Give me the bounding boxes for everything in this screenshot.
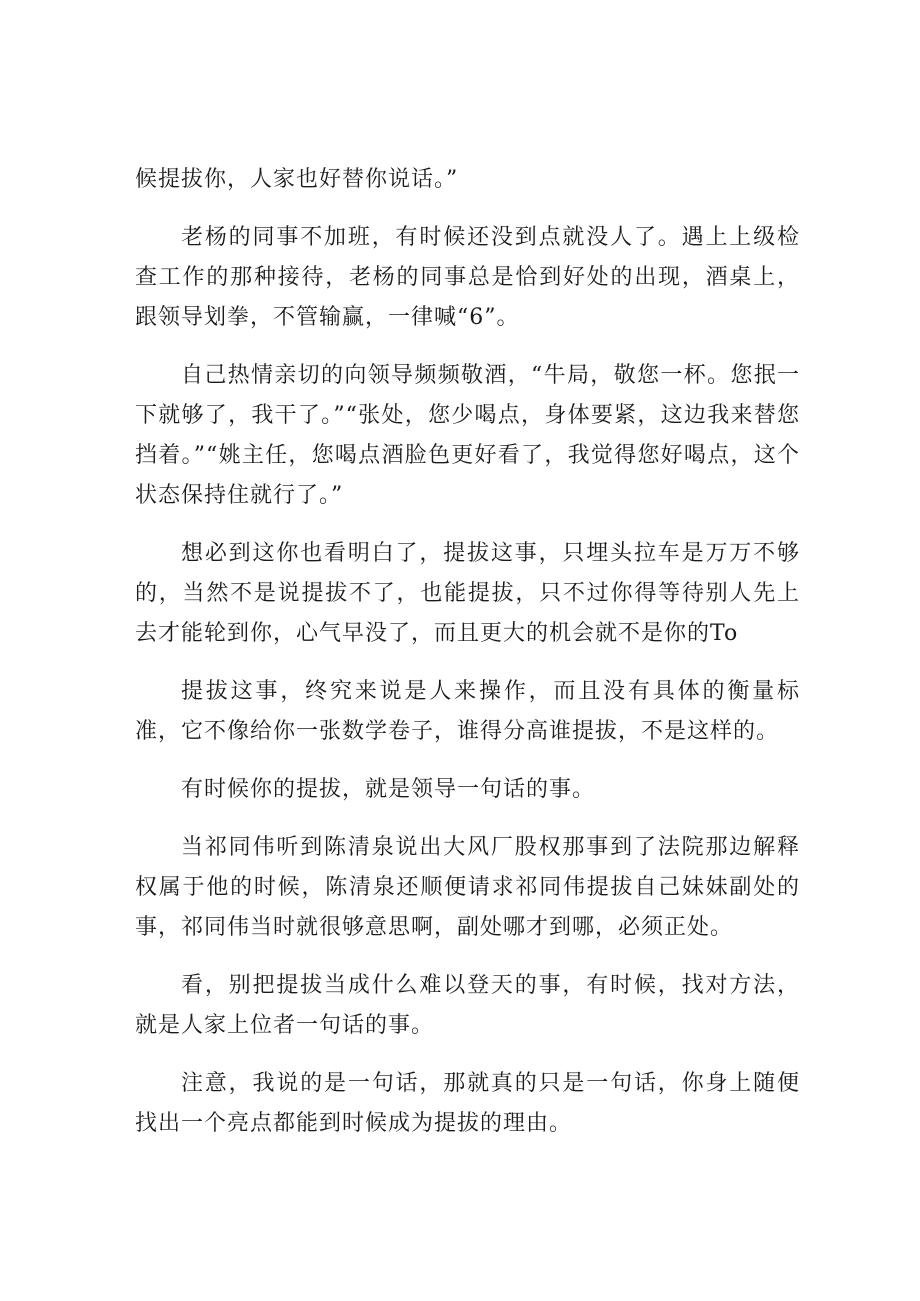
paragraph-1: 候提拔你，人家也好替你说话。” bbox=[135, 167, 459, 192]
paragraph-8: 看，别把提拔当成什么难以登天的事，有时候，找对方法，就是人家上位者一句话的事。 bbox=[135, 973, 800, 1038]
paragraph-6: 有时候你的提拔，就是领导一句话的事。 bbox=[181, 777, 596, 802]
paragraph-9: 注意，我说的是一句话，那就真的只是一句话，你身上随便找出一个亮点都能到时候成为提拔的理由。 bbox=[135, 1071, 800, 1136]
paragraph-7: 当祁同伟听到陈清泉说出大风厂股权那事到了法院那边解释权属于他的时候，陈清泉还顺便请求祁同伟提拔自己妹妹副处的事，祁同伟当时就很够意思啊，副处哪才到哪，必须正处。 bbox=[135, 835, 800, 940]
paragraph-2: 老杨的同事不加班，有时候还没到点就没人了。遇上上级检查工作的那种接待，老杨的同事总是恰到好处的出现，酒桌上，跟领导划拳，不管输赢，一律喊“6”。 bbox=[135, 225, 800, 330]
paragraph-3: 自己热情亲切的向领导频频敬酒，“牛局，敬您一杯。您抿一下就够了，我干了。”“张处，您少喝点，身体要紧，这边我来替您挡着。”“姚主任，您喝点酒脸色更好看了，我觉得您好喝点，这个状态保持住就行了。” bbox=[135, 363, 800, 508]
document-body bbox=[135, 160, 800, 1162]
paragraph-5: 提拔这事，终究来说是人来操作，而且没有具体的衡量标准，它不像给你一张数学卷子，谁得分高谁提拔，不是这样的。 bbox=[135, 679, 800, 744]
paragraph-4: 想必到这你也看明白了，提拔这事，只埋头拉车是万万不够的，当然不是说提拔不了，也能提拔，只不过你得等待别人先上去才能轮到你，心气早没了，而且更大的机会就不是你的To bbox=[135, 541, 800, 646]
